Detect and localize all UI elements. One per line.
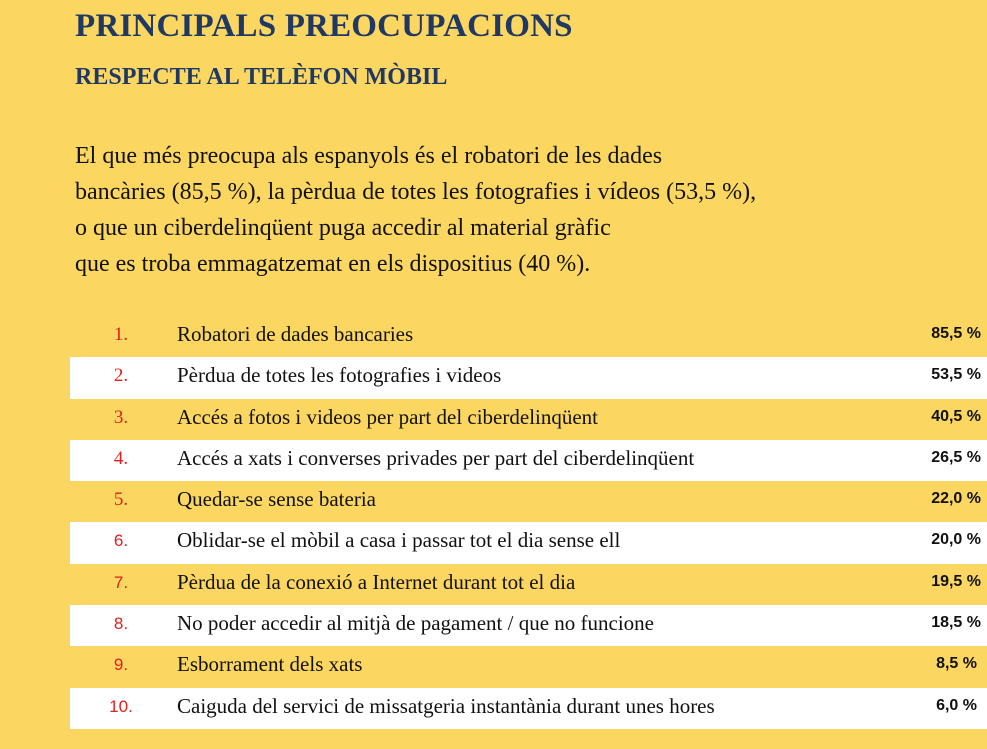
item-number: 2. <box>113 365 129 387</box>
item-percent: 22,0 % <box>931 490 981 508</box>
page-subtitle: RESPECTE AL TELÈFON MÒBIL <box>75 64 448 90</box>
list-item <box>70 316 987 357</box>
item-label: Quedar-se sense bateria <box>177 487 376 512</box>
list-item <box>70 688 987 729</box>
item-number: 3. <box>113 406 129 428</box>
item-label: Accés a xats i converses privades per part del ciberdelinqüent <box>177 445 695 470</box>
item-label: Pèrdua de la conexió a Internet durant tot el dia <box>177 569 576 594</box>
item-percent: 20,0 % <box>931 531 981 549</box>
item-number: 9. <box>113 655 129 675</box>
list-item <box>70 481 987 522</box>
item-label: Esborrament dels xats <box>177 652 363 677</box>
item-number: 5. <box>113 489 129 511</box>
item-label: Pèrdua de totes les fotografies i videos <box>177 363 502 388</box>
intro-line: que es troba emmagatzemat en els dispositius (40 %). <box>75 251 591 277</box>
item-number: 1. <box>113 324 129 345</box>
item-percent: 6,0 % <box>936 696 977 714</box>
item-label: Robatori de dades bancaries <box>177 322 414 346</box>
item-label: No poder accedir al mitjà de pagament / que no funcione <box>177 611 654 636</box>
item-number: 6. <box>113 531 129 551</box>
item-percent: 53,5 % <box>931 366 981 384</box>
item-label: Oblidar-se el mòbil a casa i passar tot el dia sense ell <box>177 528 621 553</box>
list-item <box>70 646 987 687</box>
item-percent: 26,5 % <box>931 448 981 466</box>
item-percent: 19,5 % <box>931 572 981 590</box>
item-percent: 85,5 % <box>931 325 981 342</box>
item-label: Caiguda del servici de missatgeria instantània durant unes hores <box>177 693 715 718</box>
item-number: 7. <box>113 572 129 592</box>
ranking-list <box>70 316 987 729</box>
intro-paragraph <box>75 138 975 282</box>
item-percent: 8,5 % <box>936 655 977 673</box>
list-item <box>70 605 987 646</box>
page-title: PRINCIPALS PREOCUPACIONS <box>75 8 573 44</box>
item-number: 10. <box>109 696 133 716</box>
item-percent: 18,5 % <box>931 614 981 632</box>
list-item <box>70 440 987 481</box>
list-item <box>70 522 987 563</box>
item-percent: 40,5 % <box>931 407 981 425</box>
list-item <box>70 357 987 398</box>
item-number: 8. <box>113 614 129 634</box>
intro-line: o que un ciberdelinqüent puga accedir al material gràfic <box>75 215 611 241</box>
list-item <box>70 564 987 605</box>
item-label: Accés a fotos i videos per part del ciberdelinqüent <box>177 404 599 429</box>
intro-line: El que més preocupa als espanyols és el robatori de les dades <box>75 143 663 169</box>
item-number: 4. <box>113 447 129 469</box>
intro-line: bancàries (85,5 %), la pèrdua de totes les fotografies i vídeos (53,5 %), <box>75 179 757 205</box>
list-item <box>70 399 987 440</box>
